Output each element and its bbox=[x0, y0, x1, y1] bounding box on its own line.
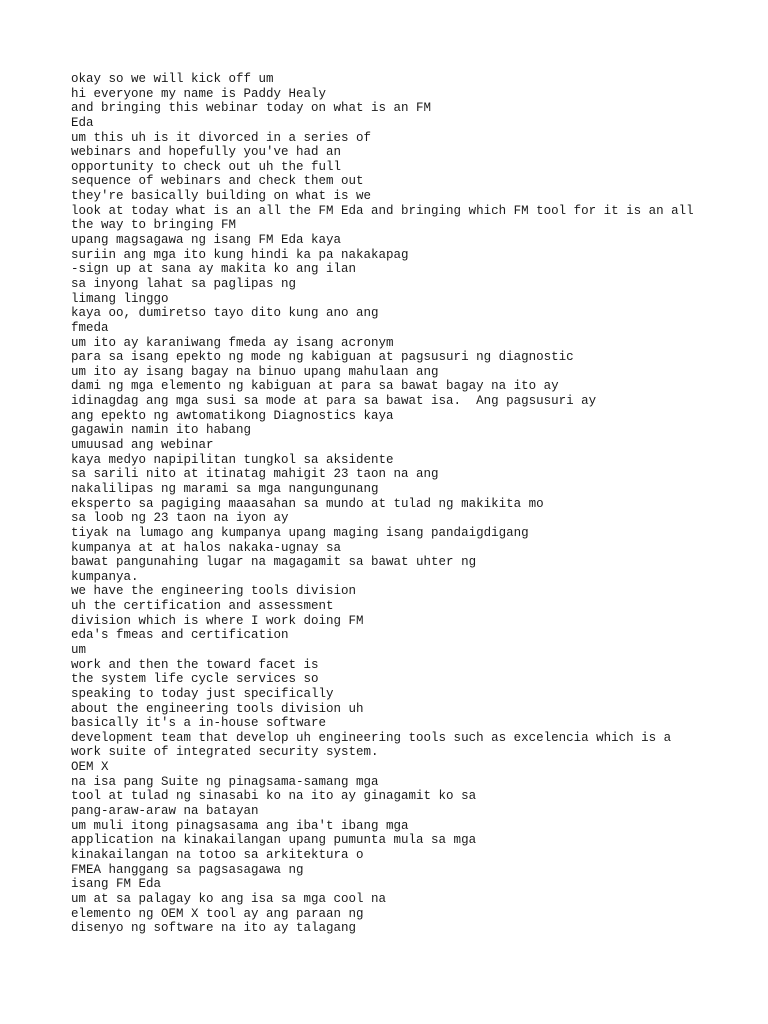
transcript-line: umuusad ang webinar bbox=[71, 438, 214, 453]
transcript-line: okay so we will kick off um bbox=[71, 72, 274, 86]
transcript-line: -sign up at sana ay makita ko ang ilan bbox=[71, 262, 357, 277]
transcript-line: the system life cycle services so bbox=[71, 672, 319, 687]
transcript-line: application na kinakailangan upang pumunta mula sa mga bbox=[71, 833, 477, 848]
transcript-line: speaking to today just specifically bbox=[71, 686, 334, 701]
transcript-line: eksperto sa pagiging maaasahan sa mundo at tulad ng makikita mo bbox=[71, 496, 544, 511]
transcript-line: pang-araw-araw na batayan bbox=[71, 804, 259, 819]
transcript-line: kaya medyo napipilitan tungkol sa aksidente bbox=[71, 452, 394, 467]
transcript-line: um ito ay isang bagay na binuo upang mahulaan ang bbox=[71, 364, 439, 379]
transcript-line: opportunity to check out uh the full bbox=[71, 159, 342, 174]
transcript-line: sa inyong lahat sa paglipas ng bbox=[71, 276, 297, 291]
transcript-line: suriin ang mga ito kung hindi ka pa nakakapag bbox=[71, 247, 409, 262]
transcript-line: disenyo ng software na ito ay talagang bbox=[71, 921, 357, 936]
transcript-text bbox=[71, 72, 751, 936]
transcript-line: bawat pangunahing lugar na magagamit sa bawat uhter ng bbox=[71, 555, 477, 570]
transcript-line: isang FM Eda bbox=[71, 877, 162, 892]
transcript-line: the way to bringing FM bbox=[71, 218, 237, 233]
transcript-line: development team that develop uh engineering tools such as excelencia which is a bbox=[71, 730, 672, 745]
transcript-line: kaya oo, dumiretso tayo dito kung ano ang bbox=[71, 306, 379, 321]
transcript-line: sequence of webinars and check them out bbox=[71, 174, 364, 189]
transcript-line: gagawin namin ito habang bbox=[71, 423, 252, 438]
transcript-line: sa sarili nito at itinatag mahigit 23 taon na ang bbox=[71, 467, 439, 482]
transcript-line: eda's fmeas and certification bbox=[71, 628, 289, 643]
transcript-line: and bringing this webinar today on what is an FM bbox=[71, 101, 432, 116]
transcript-line: upang magsagawa ng isang FM Eda kaya bbox=[71, 233, 342, 248]
transcript-line: limang linggo bbox=[71, 291, 169, 306]
transcript-line: work and then the toward facet is bbox=[71, 657, 319, 672]
transcript-line: they're basically building on what is we bbox=[71, 189, 372, 204]
transcript-line: para sa isang epekto ng mode ng kabiguan at pagsusuri ng diagnostic bbox=[71, 350, 574, 365]
transcript-line: dami ng mga elemento ng kabiguan at para sa bawat bagay na ito ay bbox=[71, 379, 559, 394]
transcript-line: hi everyone my name is Paddy Healy bbox=[71, 86, 327, 101]
transcript-line: kinakailangan na totoo sa arkitektura o bbox=[71, 847, 364, 862]
transcript-line: nakalilipas ng marami sa mga nangungunang bbox=[71, 481, 379, 496]
transcript-line: webinars and hopefully you've had an bbox=[71, 145, 342, 160]
transcript-line: Eda bbox=[71, 115, 94, 130]
transcript-line: FMEA hanggang sa pagsasagawa ng bbox=[71, 862, 304, 877]
transcript-line: ang epekto ng awtomatikong Diagnostics kaya bbox=[71, 408, 394, 423]
transcript-line: um bbox=[71, 642, 87, 657]
transcript-line: sa loob ng 23 taon na iyon ay bbox=[71, 511, 289, 526]
transcript-line: um ito ay karaniwang fmeda ay isang acronym bbox=[71, 335, 394, 350]
transcript-line: kumpanya. bbox=[71, 569, 139, 584]
transcript-line: tiyak na lumago ang kumpanya upang maging isang pandaigdigang bbox=[71, 525, 529, 540]
transcript-line: um muli itong pinagsasama ang iba't ibang mga bbox=[71, 818, 409, 833]
transcript-line: kumpanya at at halos nakaka-ugnay sa bbox=[71, 540, 342, 555]
transcript-line: elemento ng OEM X tool ay ang paraan ng bbox=[71, 906, 364, 921]
transcript-line: na isa pang Suite ng pinagsama-samang mga bbox=[71, 774, 379, 789]
transcript-line: um at sa palagay ko ang isa sa mga cool na bbox=[71, 891, 387, 906]
transcript-line: basically it's a in-house software bbox=[71, 716, 327, 731]
transcript-line: idinagdag ang mga susi sa mode at para sa bawat isa. Ang pagsusuri ay bbox=[71, 394, 597, 409]
transcript-line: tool at tulad ng sinasabi ko na ito ay ginagamit ko sa bbox=[71, 789, 477, 804]
transcript-line: we have the engineering tools division bbox=[71, 584, 357, 599]
transcript-line: look at today what is an all the FM Eda and bringing which FM tool for it is an all bbox=[71, 203, 694, 218]
transcript-line: fmeda bbox=[71, 320, 109, 335]
transcript-line: OEM X bbox=[71, 760, 109, 775]
transcript-line: division which is where I work doing FM bbox=[71, 613, 364, 628]
transcript-line: uh the certification and assessment bbox=[71, 599, 334, 614]
transcript-line: um this uh is it divorced in a series of bbox=[71, 130, 372, 145]
transcript-line: about the engineering tools division uh bbox=[71, 701, 364, 716]
transcript-line: work suite of integrated security system. bbox=[71, 745, 379, 760]
